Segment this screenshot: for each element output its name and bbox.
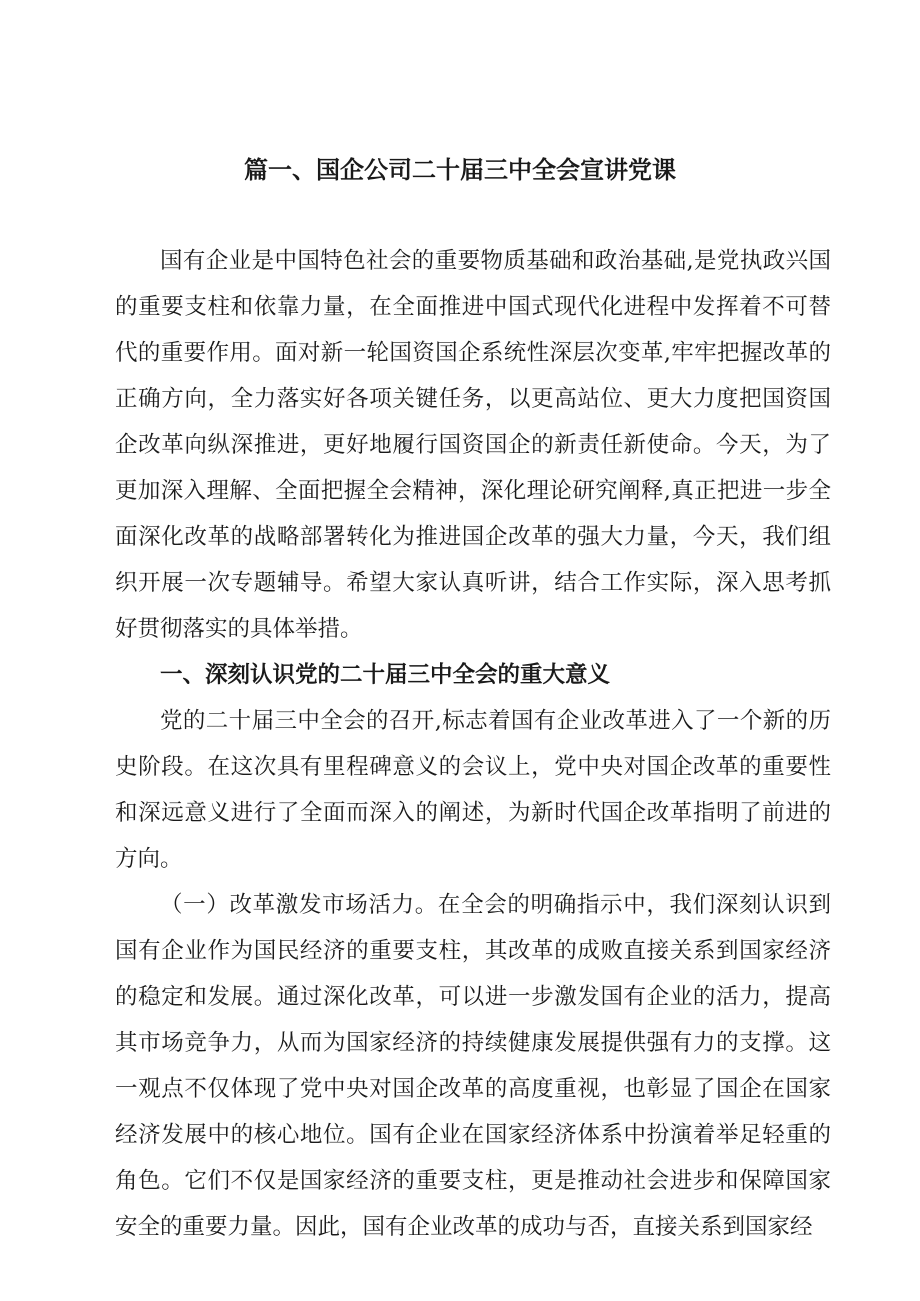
section-heading: 一、深刻认识党的二十届三中全会的重大意义 (160, 662, 611, 688)
document-title: 篇一、国企公司二十届三中全会宣讲党课 (244, 156, 676, 184)
body-paragraph: 党的二十届三中全会的召开,标志着国有企业改革进入了一个新的历史阶段。在这次具有里程碑意义的会议上，党中央对国企改革的重要性和深远意义进行了全面而深入的阐述，为新时代国企改革指明了前进的方向。 (115, 708, 831, 872)
document-body (115, 238, 831, 1250)
body-paragraph: （一）改革激发市场活力。在全会的明确指示中，我们深刻认识到国有企业作为国民经济的重要支柱，其改革的成败直接关系到国家经济的稳定和发展。通过深化改革，可以进一步激发国有企业的活力，提高其市场竞争力，从而为国家经济的持续健康发展提供强有力的支撑。这一观点不仅体现了党中央对国企改革的高度重视，也彰显了国企在国家经济发展中的核心地位。国有企业在国家经济体系中扮演着举足轻重的角色。它们不仅是国家经济的重要支柱，更是推动社会进步和保障国家安全的重要力量。因此，国有企业改革的成功与否，直接关系到国家经 (115, 892, 831, 1240)
intro-paragraph: 国有企业是中国特色社会的重要物质基础和政治基础,是党执政兴国的重要支柱和依靠力量，在全面推进中国式现代化进程中发挥着不可替代的重要作用。面对新一轮国资国企系统性深层次变革,牢牢把握改革的正确方向，全力落实好各项关键任务，以更高站位、更大力度把国资国企改革向纵深推进，更好地履行国资国企的新责任新使命。今天，为了更加深入理解、全面把握全会精神，深化理论研究阐释,真正把进一步全面深化改革的战略部署转化为推进国企改革的强大力量，今天，我们组织开展一次专题辅导。希望大家认真听讲，结合工作实际，深入思考抓好贯彻落实的具体举措。 (115, 248, 831, 642)
